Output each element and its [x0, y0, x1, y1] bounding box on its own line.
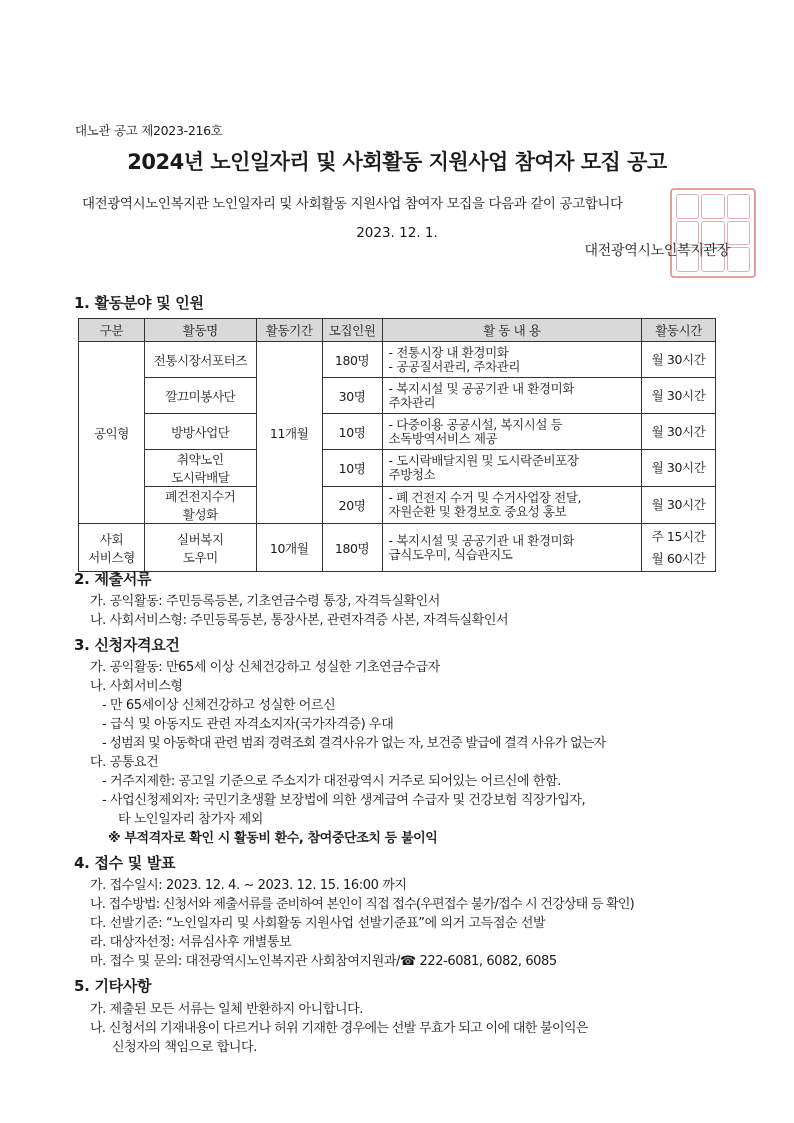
table-row: [79, 524, 716, 572]
intro-text: 대전광역시노인복지관 노인일자리 및 사회활동 지원사업 참여자 모집을 다음과 같이 공고합니다: [82, 196, 623, 212]
document-title: 2024년 노인일자리 및 사회활동 지원사업 참여자 모집 공고: [127, 150, 667, 174]
hours-cell: 주 15시간 월 60시간: [642, 524, 716, 572]
text-line: - 만 65세이상 신체건강하고 성실한 어르신: [102, 698, 336, 713]
table-row: [79, 378, 716, 414]
column-header: 활 동 내 용: [382, 319, 642, 342]
text-line: 다. 선발기준: “노인일자리 및 사회활동 지원사업 선발기준표”에 의거 고득점순 선발: [90, 916, 546, 931]
text-line: - 거주지제한: 공고일 기준으로 주소지가 대전광역시 거주로 되어있는 어르신에 한함.: [102, 774, 561, 789]
count-cell: 180명: [322, 342, 382, 378]
text-line: 라. 대상자선정: 서류심사후 개별통보: [90, 935, 292, 950]
section-heading-2: 2. 제출서류: [74, 570, 152, 588]
text-line: 가. 제출된 모든 서류는 일체 반환하지 아니합니다.: [90, 1002, 364, 1017]
hours-cell: 월 30시간: [642, 378, 716, 414]
hours-cell: 월 30시간: [642, 487, 716, 524]
column-header: 활동시간: [642, 319, 716, 342]
count-cell: 30명: [322, 378, 382, 414]
activity-table: [78, 318, 716, 572]
activity-name: 실버복지 도우미: [144, 524, 256, 572]
content-cell: - 복지시설 및 공공기관 내 환경미화 주차관리: [382, 378, 642, 414]
text-line: 나. 사회서비스형: [90, 679, 183, 694]
text-line: 가. 공익활동: 주민등록등본, 기초연금수령 통장, 자격득실확인서: [90, 594, 440, 609]
column-header: 활동명: [144, 319, 256, 342]
section-heading-1: 1. 활동분야 및 인원: [74, 294, 204, 312]
group-cell: 공익형: [79, 342, 145, 524]
period-cell: 10개월: [256, 524, 322, 572]
activity-name: 깔끄미봉사단: [144, 378, 256, 414]
content-cell: - 다중이용 공공시설, 복지시설 등 소독방역서비스 제공: [382, 414, 642, 450]
text-line: - 사업신청제외자: 국민기초생활 보장법에 의한 생계급여 수급자 및 건강보험 직장가입자,: [102, 793, 586, 808]
section-heading-4: 4. 접수 및 발표: [74, 854, 176, 872]
period-cell: 11개월: [256, 342, 322, 524]
warning-note: ※ 부적격자로 확인 시 활동비 환수, 참여중단조치 등 불이익: [108, 831, 438, 846]
hours-cell: 월 30시간: [642, 414, 716, 450]
table-row: [79, 342, 716, 378]
count-cell: 20명: [322, 487, 382, 524]
text-line: 가. 공익활동: 만65세 이상 신체건강하고 성실한 기초연금수급자: [90, 660, 440, 675]
column-header: 구분: [79, 319, 145, 342]
count-cell: 10명: [322, 450, 382, 487]
column-header: 모집인원: [322, 319, 382, 342]
content-cell: - 복지시설 및 공공기관 내 환경미화 급식도우미, 식습관지도: [382, 524, 642, 572]
section-heading-3: 3. 신청자격요건: [74, 636, 180, 654]
content-cell: - 폐 건전지 수거 및 수거사업장 전달, 자원순환 및 환경보호 중요성 홍보: [382, 487, 642, 524]
activity-name: 취약노인 도시락배달: [144, 450, 256, 487]
activity-name: 방방사업단: [144, 414, 256, 450]
text-line: 나. 접수방법: 신청서와 제출서류를 준비하여 본인이 직접 접수(우편접수 불가/접수 시 건강상태 등 확인): [90, 897, 635, 912]
activity-name: 전통시장서포터즈: [144, 342, 256, 378]
table-row: [79, 450, 716, 487]
column-header: 활동기간: [256, 319, 322, 342]
group-cell: 사회 서비스형: [79, 524, 145, 572]
count-cell: 10명: [322, 414, 382, 450]
announcement-date: 2023. 12. 1.: [356, 225, 438, 241]
table-header-row: [79, 319, 716, 342]
text-line: 신청자의 책임으로 합니다.: [112, 1040, 257, 1055]
table-row: [79, 487, 716, 524]
official-seal-stamp: [670, 188, 756, 278]
hours-cell: 월 30시간: [642, 342, 716, 378]
section-heading-5: 5. 기타사항: [74, 977, 152, 995]
text-line: 타 노인일자리 참가자 제외: [118, 812, 263, 827]
text-line: 나. 신청서의 기재내용이 다르거나 허위 기재한 경우에는 선발 무효가 되고 이에 대한 불이익은: [90, 1021, 588, 1036]
activity-name: 폐건전지수거 활성화: [144, 487, 256, 524]
text-line: 다. 공통요건: [90, 755, 159, 770]
content-cell: - 도시락배달지원 및 도시락준비포장 주방청소: [382, 450, 642, 487]
text-line: - 급식 및 아동지도 관련 자격소지자(국가자격증) 우대: [102, 717, 394, 732]
text-line: - 성범죄 및 아동학대 관련 범죄 경력조회 결격사유가 없는 자, 보건증 발급에 결격 사유가 없는자: [102, 736, 606, 751]
reference-number: 대노관 공고 제2023-216호: [75, 123, 223, 138]
count-cell: 180명: [322, 524, 382, 572]
issuing-organization: 대전광역시노인복지관장: [584, 243, 730, 259]
table-row: [79, 414, 716, 450]
content-cell: - 전통시장 내 환경미화 - 공공질서관리, 주차관리: [382, 342, 642, 378]
text-line: 나. 사회서비스형: 주민등록등본, 통장사본, 관련자격증 사본, 자격득실확인서: [90, 613, 509, 628]
text-line: 가. 접수일시: 2023. 12. 4. ~ 2023. 12. 15. 16:00 까지: [90, 878, 407, 893]
hours-cell: 월 30시간: [642, 450, 716, 487]
text-line: 마. 접수 및 문의: 대전광역시노인복지관 사회참여지원과/☎ 222-6081, 6082, 6085: [90, 954, 557, 969]
